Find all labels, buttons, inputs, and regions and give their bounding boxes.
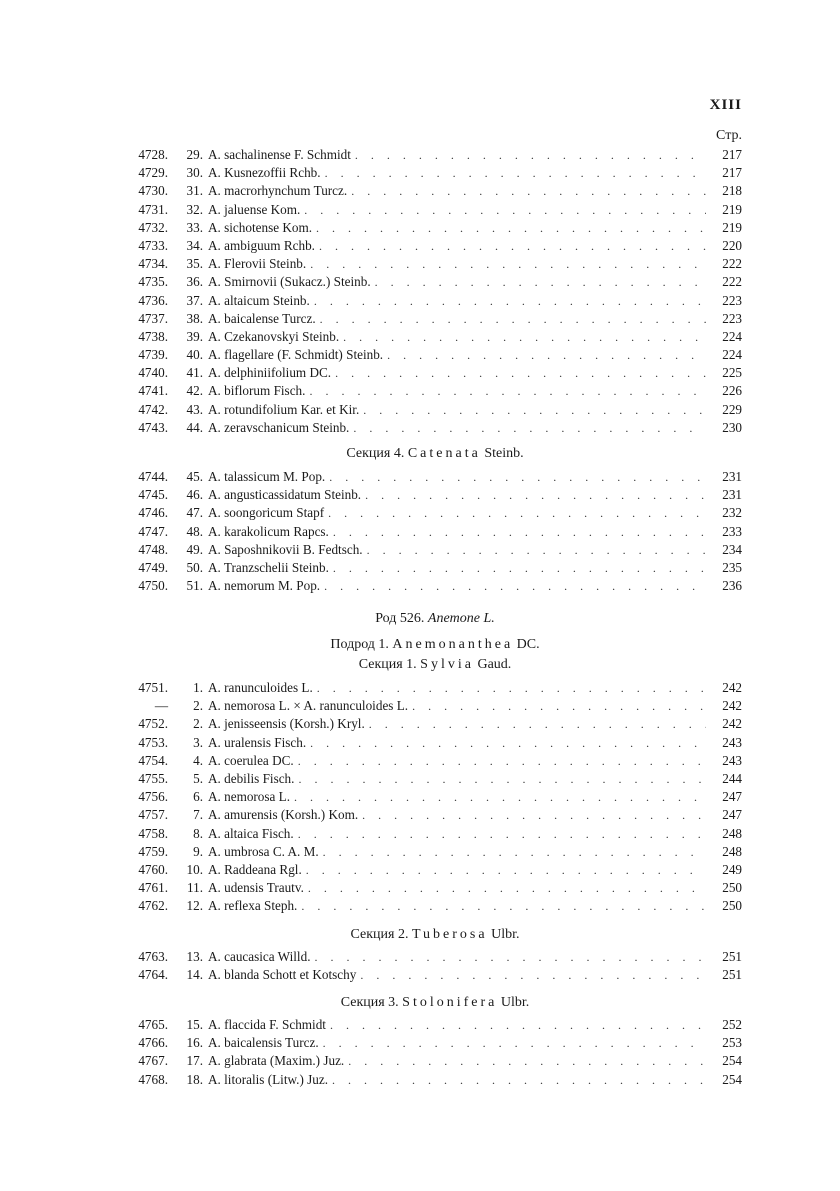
- page-ref: 235: [722, 559, 742, 575]
- species-name: A. macrorhynchum Turcz.: [208, 183, 348, 199]
- leader-dots: [298, 770, 706, 788]
- leader-dots: [362, 806, 706, 824]
- leader-dots: [332, 1071, 706, 1089]
- table-row: [128, 401, 742, 419]
- entry-number: 4729.: [138, 165, 168, 181]
- species-name: A. amurensis (Korsh.) Kom.: [208, 807, 359, 823]
- leader-dots: [333, 523, 706, 541]
- table-row: [128, 364, 742, 382]
- species-name: A. jaluense Kom.: [208, 201, 301, 217]
- entry-number: 4743.: [138, 419, 168, 435]
- species-index: 12.: [186, 898, 203, 914]
- table-row: [128, 843, 742, 861]
- table-row: [128, 1034, 742, 1052]
- species-index: 16.: [186, 1035, 203, 1051]
- entry-number: 4742.: [138, 401, 168, 417]
- page-ref: 247: [722, 807, 742, 823]
- entry-number: 4759.: [138, 843, 168, 859]
- entry-number: 4748.: [138, 541, 168, 557]
- page-ref: 236: [722, 578, 742, 594]
- page-ref: 223: [722, 310, 742, 326]
- species-index: 49.: [186, 541, 203, 557]
- leader-dots: [317, 679, 706, 697]
- page-ref: 250: [722, 898, 742, 914]
- page-ref: 243: [722, 752, 742, 768]
- page-ref: 253: [722, 1035, 742, 1051]
- page-ref: 233: [722, 523, 742, 539]
- entry-number: 4754.: [138, 752, 168, 768]
- leader-dots: [328, 504, 706, 522]
- table-row: [128, 788, 742, 806]
- table-row: [128, 273, 742, 291]
- page-ref: 254: [722, 1071, 742, 1087]
- species-index: 38.: [186, 310, 203, 326]
- species-index: 30.: [186, 165, 203, 181]
- table-row: [128, 219, 742, 237]
- section-prefix: Секция 2.: [350, 927, 409, 942]
- species-index: 41.: [186, 365, 203, 381]
- page-ref: 244: [722, 770, 742, 786]
- page-ref: 226: [722, 383, 742, 399]
- leader-dots: [314, 292, 706, 310]
- subgenus-prefix: Подрод 1.: [330, 637, 389, 652]
- page-ref: 232: [722, 505, 742, 521]
- table-row: [128, 1071, 742, 1089]
- species-index: 18.: [186, 1071, 203, 1087]
- page-ref: 230: [722, 419, 742, 435]
- species-name: A. Flerovii Steinb.: [208, 256, 307, 272]
- leader-dots: [360, 966, 706, 984]
- species-index: 1.: [193, 680, 203, 695]
- species-index: 33.: [186, 219, 203, 235]
- table-row: [128, 752, 742, 770]
- leader-dots: [308, 879, 706, 897]
- species-name: A. biflorum Fisch.: [208, 383, 306, 399]
- entry-number: 4733.: [138, 237, 168, 253]
- species-index: 3.: [193, 734, 203, 750]
- entry-number: 4751.: [138, 680, 168, 695]
- species-name: A. sichotense Kom.: [208, 219, 313, 235]
- entry-number: 4768.: [138, 1071, 168, 1087]
- species-index: 47.: [186, 505, 203, 521]
- entry-number: 4738.: [138, 328, 168, 344]
- leader-dots: [323, 843, 706, 861]
- species-index: 37.: [186, 292, 203, 308]
- species-index: 51.: [186, 578, 203, 594]
- leader-dots: [304, 201, 706, 219]
- species-index: 45.: [186, 469, 203, 484]
- species-index: 15.: [186, 1017, 203, 1032]
- species-index: 9.: [193, 843, 203, 859]
- entry-number: 4744.: [138, 469, 168, 484]
- species-index: 7.: [193, 807, 203, 823]
- species-name: A. baicalense Turcz.: [208, 310, 316, 326]
- leader-dots: [348, 1052, 706, 1070]
- species-name: A. caucasica Willd.: [208, 949, 311, 964]
- entry-number: 4764.: [138, 967, 168, 983]
- species-index: 8.: [193, 825, 203, 841]
- leader-dots: [363, 401, 706, 419]
- species-name: A. rotundifolium Kar. et Kir.: [208, 401, 360, 417]
- section-name: Tuberosa: [411, 927, 488, 942]
- section-author: Gaud.: [477, 657, 512, 672]
- section-name: Stolonifera: [402, 995, 498, 1010]
- species-index: 36.: [186, 274, 203, 290]
- table-row: [128, 237, 742, 255]
- entry-number: 4756.: [138, 789, 168, 805]
- section-heading-stolonifera: [128, 995, 742, 1011]
- species-index: 29.: [186, 147, 203, 162]
- leader-dots: [333, 559, 706, 577]
- page-ref: 251: [722, 967, 742, 983]
- species-index: 48.: [186, 523, 203, 539]
- species-name: A. coerulea DC.: [208, 752, 294, 768]
- entry-number: 4757.: [138, 807, 168, 823]
- species-name: A. Kusnezoffii Rchb.: [208, 165, 321, 181]
- page-ref: 231: [722, 487, 742, 503]
- species-index: 2.: [193, 698, 203, 714]
- entry-number: 4749.: [138, 559, 168, 575]
- leader-dots: [306, 861, 706, 879]
- page-ref: 219: [722, 201, 742, 217]
- leader-dots: [316, 219, 706, 237]
- page-ref: 217: [722, 147, 742, 162]
- leader-dots: [301, 897, 706, 915]
- species-name: A. altaicum Steinb.: [208, 292, 310, 308]
- page-ref: 225: [722, 365, 742, 381]
- species-name: A. soongoricum Stapf: [208, 505, 325, 521]
- section-author: Ulbr.: [500, 995, 530, 1010]
- entry-number: 4747.: [138, 523, 168, 539]
- page-column-header: Стр.: [716, 128, 742, 143]
- entry-list-block3: [128, 679, 742, 915]
- entry-number: 4761.: [138, 880, 168, 896]
- species-name: A. nemorosa L. × A. ranunculoides L.: [208, 698, 409, 714]
- table-row: [128, 328, 742, 346]
- entry-number: 4752.: [138, 716, 168, 732]
- entry-number: 4767.: [138, 1053, 168, 1069]
- page-ref: 217: [722, 165, 742, 181]
- page-ref: 247: [722, 789, 742, 805]
- species-name: A. glabrata (Maxim.) Juz.: [208, 1053, 345, 1069]
- leader-dots: [319, 237, 706, 255]
- table-row: [128, 861, 742, 879]
- entry-number: 4728.: [138, 147, 168, 162]
- page-ref: 218: [722, 183, 742, 199]
- species-name: A. angusticassidatum Steinb.: [208, 487, 362, 503]
- species-index: 11.: [187, 880, 203, 896]
- section-heading-tuberosa: [128, 927, 742, 943]
- subgenus-heading: [128, 637, 742, 653]
- species-name: A. jenisseensis (Korsh.) Kryl.: [208, 716, 365, 732]
- table-row: [128, 734, 742, 752]
- table-row: [128, 1016, 742, 1034]
- table-row: [128, 577, 742, 595]
- species-index: 10.: [186, 861, 203, 877]
- species-index: 40.: [186, 347, 203, 363]
- leader-dots: [325, 164, 706, 182]
- species-index: 14.: [186, 967, 203, 983]
- table-row: [128, 948, 742, 966]
- page-ref: 250: [722, 880, 742, 896]
- leader-dots: [351, 182, 706, 200]
- genus-prefix: Род 526.: [375, 611, 425, 626]
- species-name: A. ranunculoides L.: [208, 680, 313, 695]
- entry-number: 4734.: [138, 256, 168, 272]
- leader-dots: [309, 382, 706, 400]
- entry-number: 4730.: [138, 183, 168, 199]
- page-ref: 249: [722, 861, 742, 877]
- species-index: 13.: [186, 949, 203, 964]
- page-number: XIII: [709, 97, 742, 113]
- entry-number: 4732.: [138, 219, 168, 235]
- entry-number: 4739.: [138, 347, 168, 363]
- species-index: 44.: [186, 419, 203, 435]
- entry-number: 4737.: [138, 310, 168, 326]
- leader-dots: [310, 734, 706, 752]
- table-row: [128, 806, 742, 824]
- species-name: A. Raddeana Rgl.: [208, 861, 302, 877]
- species-index: 31.: [186, 183, 203, 199]
- table-row: [128, 468, 742, 486]
- species-index: 6.: [193, 789, 203, 805]
- leader-dots: [315, 948, 707, 966]
- section-prefix: Секция 4.: [346, 446, 405, 461]
- table-row: [128, 541, 742, 559]
- entry-number: 4735.: [138, 274, 168, 290]
- page-ref: 248: [722, 843, 742, 859]
- table-row: [128, 346, 742, 364]
- page-ref: 222: [722, 256, 742, 272]
- entry-number: —: [154, 698, 168, 714]
- species-name: A. flagellare (F. Schmidt) Steinb.: [208, 347, 384, 363]
- page-ref: 252: [722, 1017, 742, 1032]
- entry-number: 4750.: [138, 578, 168, 594]
- species-index: 35.: [186, 256, 203, 272]
- leader-dots: [330, 1016, 706, 1034]
- table-row: [128, 679, 742, 697]
- table-row: [128, 255, 742, 273]
- leader-dots: [298, 752, 706, 770]
- table-row: [128, 825, 742, 843]
- leader-dots: [343, 328, 706, 346]
- species-index: 43.: [186, 401, 203, 417]
- section-name: Sylvia: [420, 657, 474, 672]
- species-name: A. altaica Fisch.: [208, 825, 294, 841]
- table-row: [128, 697, 742, 715]
- species-index: 39.: [186, 328, 203, 344]
- page-ref: 224: [722, 347, 742, 363]
- entry-number: 4736.: [138, 292, 168, 308]
- table-row: [128, 897, 742, 915]
- table-row: [128, 523, 742, 541]
- entry-list-block5: [128, 1016, 742, 1089]
- page-ref: 243: [722, 734, 742, 750]
- entry-number: 4766.: [138, 1035, 168, 1051]
- leader-dots: [367, 541, 706, 559]
- page-ref: 234: [722, 541, 742, 557]
- species-index: 50.: [186, 559, 203, 575]
- section-name: Catenata: [407, 446, 481, 461]
- table-row: [128, 292, 742, 310]
- section-heading-sylvia: [128, 657, 742, 673]
- table-row: [128, 879, 742, 897]
- table-row: [128, 182, 742, 200]
- section-heading-catenata: [128, 446, 742, 462]
- species-name: A. sachalinense F. Schmidt: [208, 147, 351, 162]
- genus-name: Anemone L.: [427, 611, 495, 626]
- section-prefix: Секция 1.: [358, 657, 417, 672]
- table-row: [128, 504, 742, 522]
- entry-number: 4740.: [138, 365, 168, 381]
- species-name: A. udensis Trautv.: [208, 880, 304, 896]
- page-ref: 248: [722, 825, 742, 841]
- section-author: Ulbr.: [491, 927, 520, 942]
- page-ref: 242: [722, 698, 742, 714]
- leader-dots: [353, 419, 706, 437]
- leader-dots: [329, 468, 706, 486]
- page-ref: 223: [722, 292, 742, 308]
- species-name: A. blanda Schott et Kotschy: [208, 967, 357, 983]
- page-ref: 220: [722, 237, 742, 253]
- leader-dots: [355, 146, 706, 164]
- leader-dots: [320, 310, 706, 328]
- table-row: [128, 419, 742, 437]
- leader-dots: [294, 788, 706, 806]
- species-name: A. nemorosa L.: [208, 789, 291, 805]
- species-name: A. reflexa Steph.: [208, 898, 298, 914]
- table-row: [128, 486, 742, 504]
- species-name: A. baicalensis Turcz.: [208, 1035, 319, 1051]
- species-name: A. litoralis (Litw.) Juz.: [208, 1071, 329, 1087]
- species-name: A. zeravschanicum Steinb.: [208, 419, 350, 435]
- entry-number: 4731.: [138, 201, 168, 217]
- page-ref: 231: [722, 469, 742, 484]
- section-author: Steinb.: [484, 446, 524, 461]
- species-index: 34.: [186, 237, 203, 253]
- species-name: A. Saposhnikovii B. Fedtsch.: [208, 541, 363, 557]
- subgenus-name: Anemonanthea: [392, 637, 514, 652]
- leader-dots: [298, 825, 706, 843]
- species-name: A. ambiguum Rchb.: [208, 237, 315, 253]
- leader-dots: [310, 255, 706, 273]
- entry-number: 4741.: [138, 383, 168, 399]
- table-row: [128, 310, 742, 328]
- species-name: A. Smirnovii (Sukacz.) Steinb.: [208, 274, 371, 290]
- leader-dots: [369, 715, 706, 733]
- leader-dots: [365, 486, 706, 504]
- species-name: A. flaccida F. Schmidt: [208, 1017, 326, 1032]
- entry-number: 4763.: [138, 949, 168, 964]
- page-ref: 224: [722, 328, 742, 344]
- section-prefix: Секция 3.: [340, 995, 399, 1010]
- leader-dots: [375, 273, 706, 291]
- table-row: [128, 715, 742, 733]
- species-index: 2.: [193, 716, 203, 732]
- page-ref: 222: [722, 274, 742, 290]
- leader-dots: [324, 577, 706, 595]
- page-ref: 254: [722, 1053, 742, 1069]
- species-name: A. uralensis Fisch.: [208, 734, 307, 750]
- entry-number: 4762.: [138, 898, 168, 914]
- entry-number: 4755.: [138, 770, 168, 786]
- subgenus-author: DC.: [516, 637, 540, 652]
- page-ref: 229: [722, 401, 742, 417]
- table-row: [128, 1052, 742, 1070]
- species-index: 32.: [186, 201, 203, 217]
- genus-heading: [128, 611, 742, 627]
- entry-list-block4: [128, 948, 742, 984]
- table-row: [128, 146, 742, 164]
- entry-number: 4745.: [138, 487, 168, 503]
- species-index: 5.: [193, 770, 203, 786]
- species-name: A. Tranzschelii Steinb.: [208, 559, 329, 575]
- species-name: A. nemorum M. Pop.: [208, 578, 321, 594]
- species-name: A. talassicum M. Pop.: [208, 469, 326, 484]
- entry-number: 4753.: [138, 734, 168, 750]
- table-row: [128, 164, 742, 182]
- table-row: [128, 382, 742, 400]
- entry-number: 4760.: [138, 861, 168, 877]
- species-name: A. debilis Fisch.: [208, 770, 295, 786]
- entry-number: 4765.: [138, 1017, 168, 1032]
- entry-number: 4758.: [138, 825, 168, 841]
- species-index: 42.: [186, 383, 203, 399]
- table-row: [128, 201, 742, 219]
- page-ref: 242: [722, 680, 742, 695]
- leader-dots: [335, 364, 706, 382]
- entry-number: 4746.: [138, 505, 168, 521]
- entry-list-block1: [128, 146, 742, 437]
- species-name: A. karakolicum Rapcs.: [208, 523, 329, 539]
- species-index: 46.: [186, 487, 203, 503]
- page-ref: 251: [722, 949, 742, 964]
- table-row: [128, 559, 742, 577]
- page-ref: 219: [722, 219, 742, 235]
- species-name: A. umbrosa C. A. M.: [208, 843, 319, 859]
- species-name: A. delphiniifolium DC.: [208, 365, 332, 381]
- leader-dots: [323, 1034, 706, 1052]
- table-row: [128, 966, 742, 984]
- leader-dots: [412, 697, 706, 715]
- page-ref: 242: [722, 716, 742, 732]
- species-index: 4.: [193, 752, 203, 768]
- table-row: [128, 770, 742, 788]
- entry-list-block2: [128, 468, 742, 595]
- species-name: A. Czekanovskyi Steinb.: [208, 328, 340, 344]
- species-index: 17.: [186, 1053, 203, 1069]
- leader-dots: [387, 346, 706, 364]
